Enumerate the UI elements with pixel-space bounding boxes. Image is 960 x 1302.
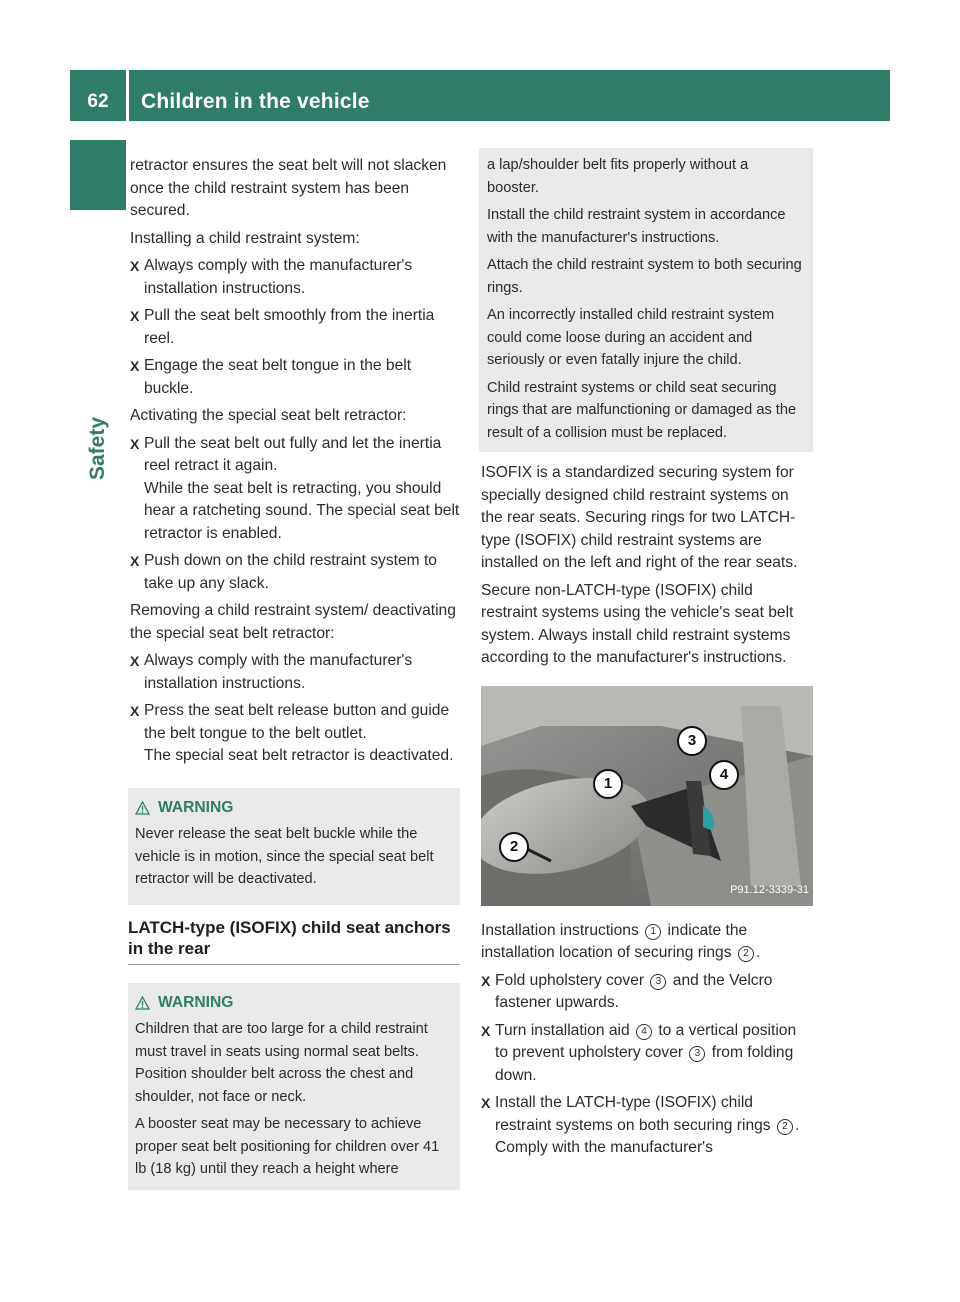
step-text: from folding down. (495, 1044, 794, 1084)
step-text: Always comply with the manufacturer's installation instructions. (144, 652, 413, 692)
warning-title: WARNING (158, 993, 234, 1011)
step-item (130, 433, 460, 546)
step-text: Push down on the child restraint system to take up any slack. (144, 552, 437, 592)
step-note: While the seat belt is retracting, you should hear a ratcheting sound. The special seat belt retractor is enabled. (144, 479, 460, 542)
figure-code: P91.12-3339-31 (730, 884, 809, 896)
step-text: Pull the seat belt smoothly from the inertia reel. (144, 307, 435, 347)
step-text: to a vertical position to prevent upholstery cover (495, 1021, 797, 1061)
step-item (130, 550, 460, 595)
step-item (130, 650, 460, 695)
paragraph: Installing a child restraint system: (130, 229, 360, 247)
step-marker-icon: X (130, 703, 140, 719)
callout-1: 1 (593, 769, 623, 799)
page-number: 62 (87, 91, 109, 112)
callout-2: 2 (499, 832, 529, 862)
step-marker-icon: X (481, 1095, 491, 1111)
step-marker-icon: X (481, 1022, 491, 1039)
step-note: The special seat belt retractor is deactivated. (144, 747, 454, 764)
step-text: Always comply with the manufacturer's installation instructions. (144, 257, 413, 297)
warning-text: Install the child restraint system in accordance with the manufacturer's instructions. (487, 207, 786, 246)
step-text: Fold upholstery cover (495, 971, 645, 989)
step-marker-icon: X (130, 258, 140, 274)
warning-header (135, 992, 452, 1015)
paragraph: ISOFIX is a standardized securing system for specially designed child restraint systems on the rear seats. Securing rings for two LATCH-type (ISOFIX) child restraint systems are installed on the left and right of the rear seats. (481, 464, 798, 571)
page-title: Children in the vehicle (141, 90, 370, 113)
step-marker-icon: X (130, 653, 140, 669)
step-item (130, 700, 460, 768)
side-tab-block (70, 140, 126, 210)
left-column (130, 155, 460, 1202)
step-item (130, 355, 460, 400)
header-divider (126, 70, 129, 121)
caption-dot: . (755, 944, 761, 961)
step-item (130, 255, 460, 300)
callout-3: 3 (677, 726, 707, 756)
figure-caption (481, 920, 813, 965)
step-marker-icon: X (130, 553, 140, 569)
ref-number-3: 3 (650, 974, 666, 990)
warning-text: Child restraint systems or child seat securing rings that are malfunctioning or damaged as the result of a collision must be replaced. (487, 379, 797, 441)
paragraph: Activating the special seat belt retractor: (130, 407, 407, 424)
step-text: Press the seat belt release button and guide the belt tongue to the belt outlet. (144, 702, 450, 742)
isofix-figure (481, 686, 813, 906)
warning-box (128, 983, 460, 1190)
step-text: . Comply with the manufacturer's (495, 1116, 800, 1156)
step-text: Turn installation aid (495, 1021, 630, 1039)
step-text: Engage the seat belt tongue in the belt buckle. (144, 357, 412, 397)
warning-text: An incorrectly installed child restraint system could come loose during an accident and seriously or even fatally injure the child. (487, 307, 775, 368)
warning-text: A booster seat may be necessary to achieve proper seat belt positioning for children over 41 lb (18 kg) until they reach a height where (135, 1116, 440, 1177)
warning-box (128, 788, 460, 905)
caption-text: Installation instructions (481, 921, 639, 939)
ref-number-4: 4 (636, 1024, 652, 1040)
seat-illustration (481, 686, 813, 906)
step-item (481, 970, 813, 1015)
step-text: and the Velcro fastener upwards. (495, 971, 773, 1011)
warning-triangle-icon (135, 996, 150, 1010)
step-text: Install the LATCH-type (ISOFIX) child restraint systems on both securing rings (495, 1094, 771, 1134)
section-heading: LATCH-type (ISOFIX) child seat anchors in the rear (128, 917, 460, 965)
step-marker-icon: X (130, 308, 140, 324)
ref-number-2: 2 (738, 946, 754, 962)
paragraph: Secure non-LATCH-type (ISOFIX) child restraint systems using the vehicle's seat belt system. Always install child restraint systems according to the manufacturer's instructions. (481, 581, 794, 666)
warning-text: Never release the seat belt buckle while the vehicle is in motion, since the special seat belt retractor will be deactivated. (135, 826, 434, 887)
step-marker-icon: X (130, 435, 140, 452)
warning-text: Children that are too large for a child restraint must travel in seats using normal seat belts. Position shoulder belt across the chest and shoulder, not face or neck. (135, 1021, 428, 1105)
ref-number-2: 2 (777, 1119, 793, 1135)
step-item (130, 305, 460, 350)
paragraph: retractor ensures the seat belt will not slacken once the child restraint system has been secured. (130, 157, 447, 219)
paragraph: Removing a child restraint system/ deactivating the special seat belt retractor: (130, 602, 456, 642)
side-tab-text: Safety (86, 416, 109, 480)
caption-text: indicate the installation location of securing rings (481, 921, 748, 961)
warning-text: Attach the child restraint system to both securing rings. (487, 257, 802, 296)
warning-text: a lap/shoulder belt fits properly without a booster. (487, 157, 749, 196)
step-marker-icon: X (130, 358, 140, 374)
warning-triangle-icon (135, 801, 150, 815)
warning-title: WARNING (158, 798, 234, 816)
ref-number-1: 1 (645, 924, 661, 940)
step-item (481, 1092, 813, 1160)
step-item (481, 1020, 813, 1088)
callout-4: 4 (709, 760, 739, 790)
ref-number-3: 3 (689, 1046, 705, 1062)
step-text: Pull the seat belt out fully and let the inertia reel retract it again. (144, 434, 442, 474)
warning-header (135, 797, 452, 820)
step-marker-icon: X (481, 972, 491, 989)
right-column (481, 152, 813, 1165)
warning-box-continued (479, 148, 813, 452)
